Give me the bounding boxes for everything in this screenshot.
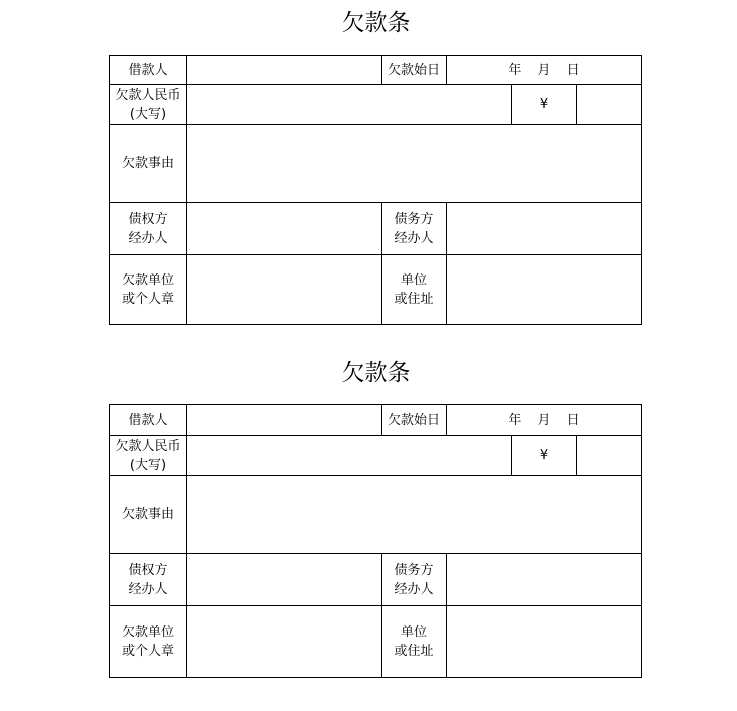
creditor-agent-field[interactable] <box>186 202 382 255</box>
amount-words-field[interactable] <box>186 84 512 125</box>
borrower-field[interactable] <box>186 404 382 436</box>
debt-note-form <box>109 404 642 678</box>
borrower-field[interactable] <box>186 55 382 85</box>
form-title: 欠款条 <box>341 10 411 36</box>
creditor-agent-label: 债权方 经办人 <box>109 202 187 255</box>
seal-label: 欠款单位 或个人章 <box>109 254 187 325</box>
address-field[interactable] <box>446 254 642 325</box>
address-field[interactable] <box>446 605 642 678</box>
start-date-field[interactable]: 年 月 日 <box>446 55 642 85</box>
debtor-agent-label: 债务方 经办人 <box>381 202 447 255</box>
amount-label: 欠款人民币 (大写) <box>109 84 187 125</box>
reason-field[interactable] <box>186 475 642 554</box>
borrower-label: 借款人 <box>109 55 187 85</box>
start-date-field[interactable]: 年 月 日 <box>446 404 642 436</box>
currency-symbol: ¥ <box>511 435 577 476</box>
reason-label: 欠款事由 <box>109 124 187 203</box>
seal-field[interactable] <box>186 254 382 325</box>
reason-label: 欠款事由 <box>109 475 187 554</box>
amount-label: 欠款人民币 (大写) <box>109 435 187 476</box>
amount-digits-field[interactable] <box>576 84 642 125</box>
address-label: 单位 或住址 <box>381 605 447 678</box>
address-label: 单位 或住址 <box>381 254 447 325</box>
currency-symbol: ¥ <box>511 84 577 125</box>
creditor-agent-label: 债权方 经办人 <box>109 553 187 606</box>
debtor-agent-label: 债务方 经办人 <box>381 553 447 606</box>
seal-label: 欠款单位 或个人章 <box>109 605 187 678</box>
reason-field[interactable] <box>186 124 642 203</box>
borrower-label: 借款人 <box>109 404 187 436</box>
start-date-label: 欠款始日 <box>381 55 447 85</box>
form-title: 欠款条 <box>341 360 411 386</box>
start-date-label: 欠款始日 <box>381 404 447 436</box>
debtor-agent-field[interactable] <box>446 553 642 606</box>
creditor-agent-field[interactable] <box>186 553 382 606</box>
debt-note-form <box>109 55 642 325</box>
seal-field[interactable] <box>186 605 382 678</box>
amount-words-field[interactable] <box>186 435 512 476</box>
amount-digits-field[interactable] <box>576 435 642 476</box>
debtor-agent-field[interactable] <box>446 202 642 255</box>
